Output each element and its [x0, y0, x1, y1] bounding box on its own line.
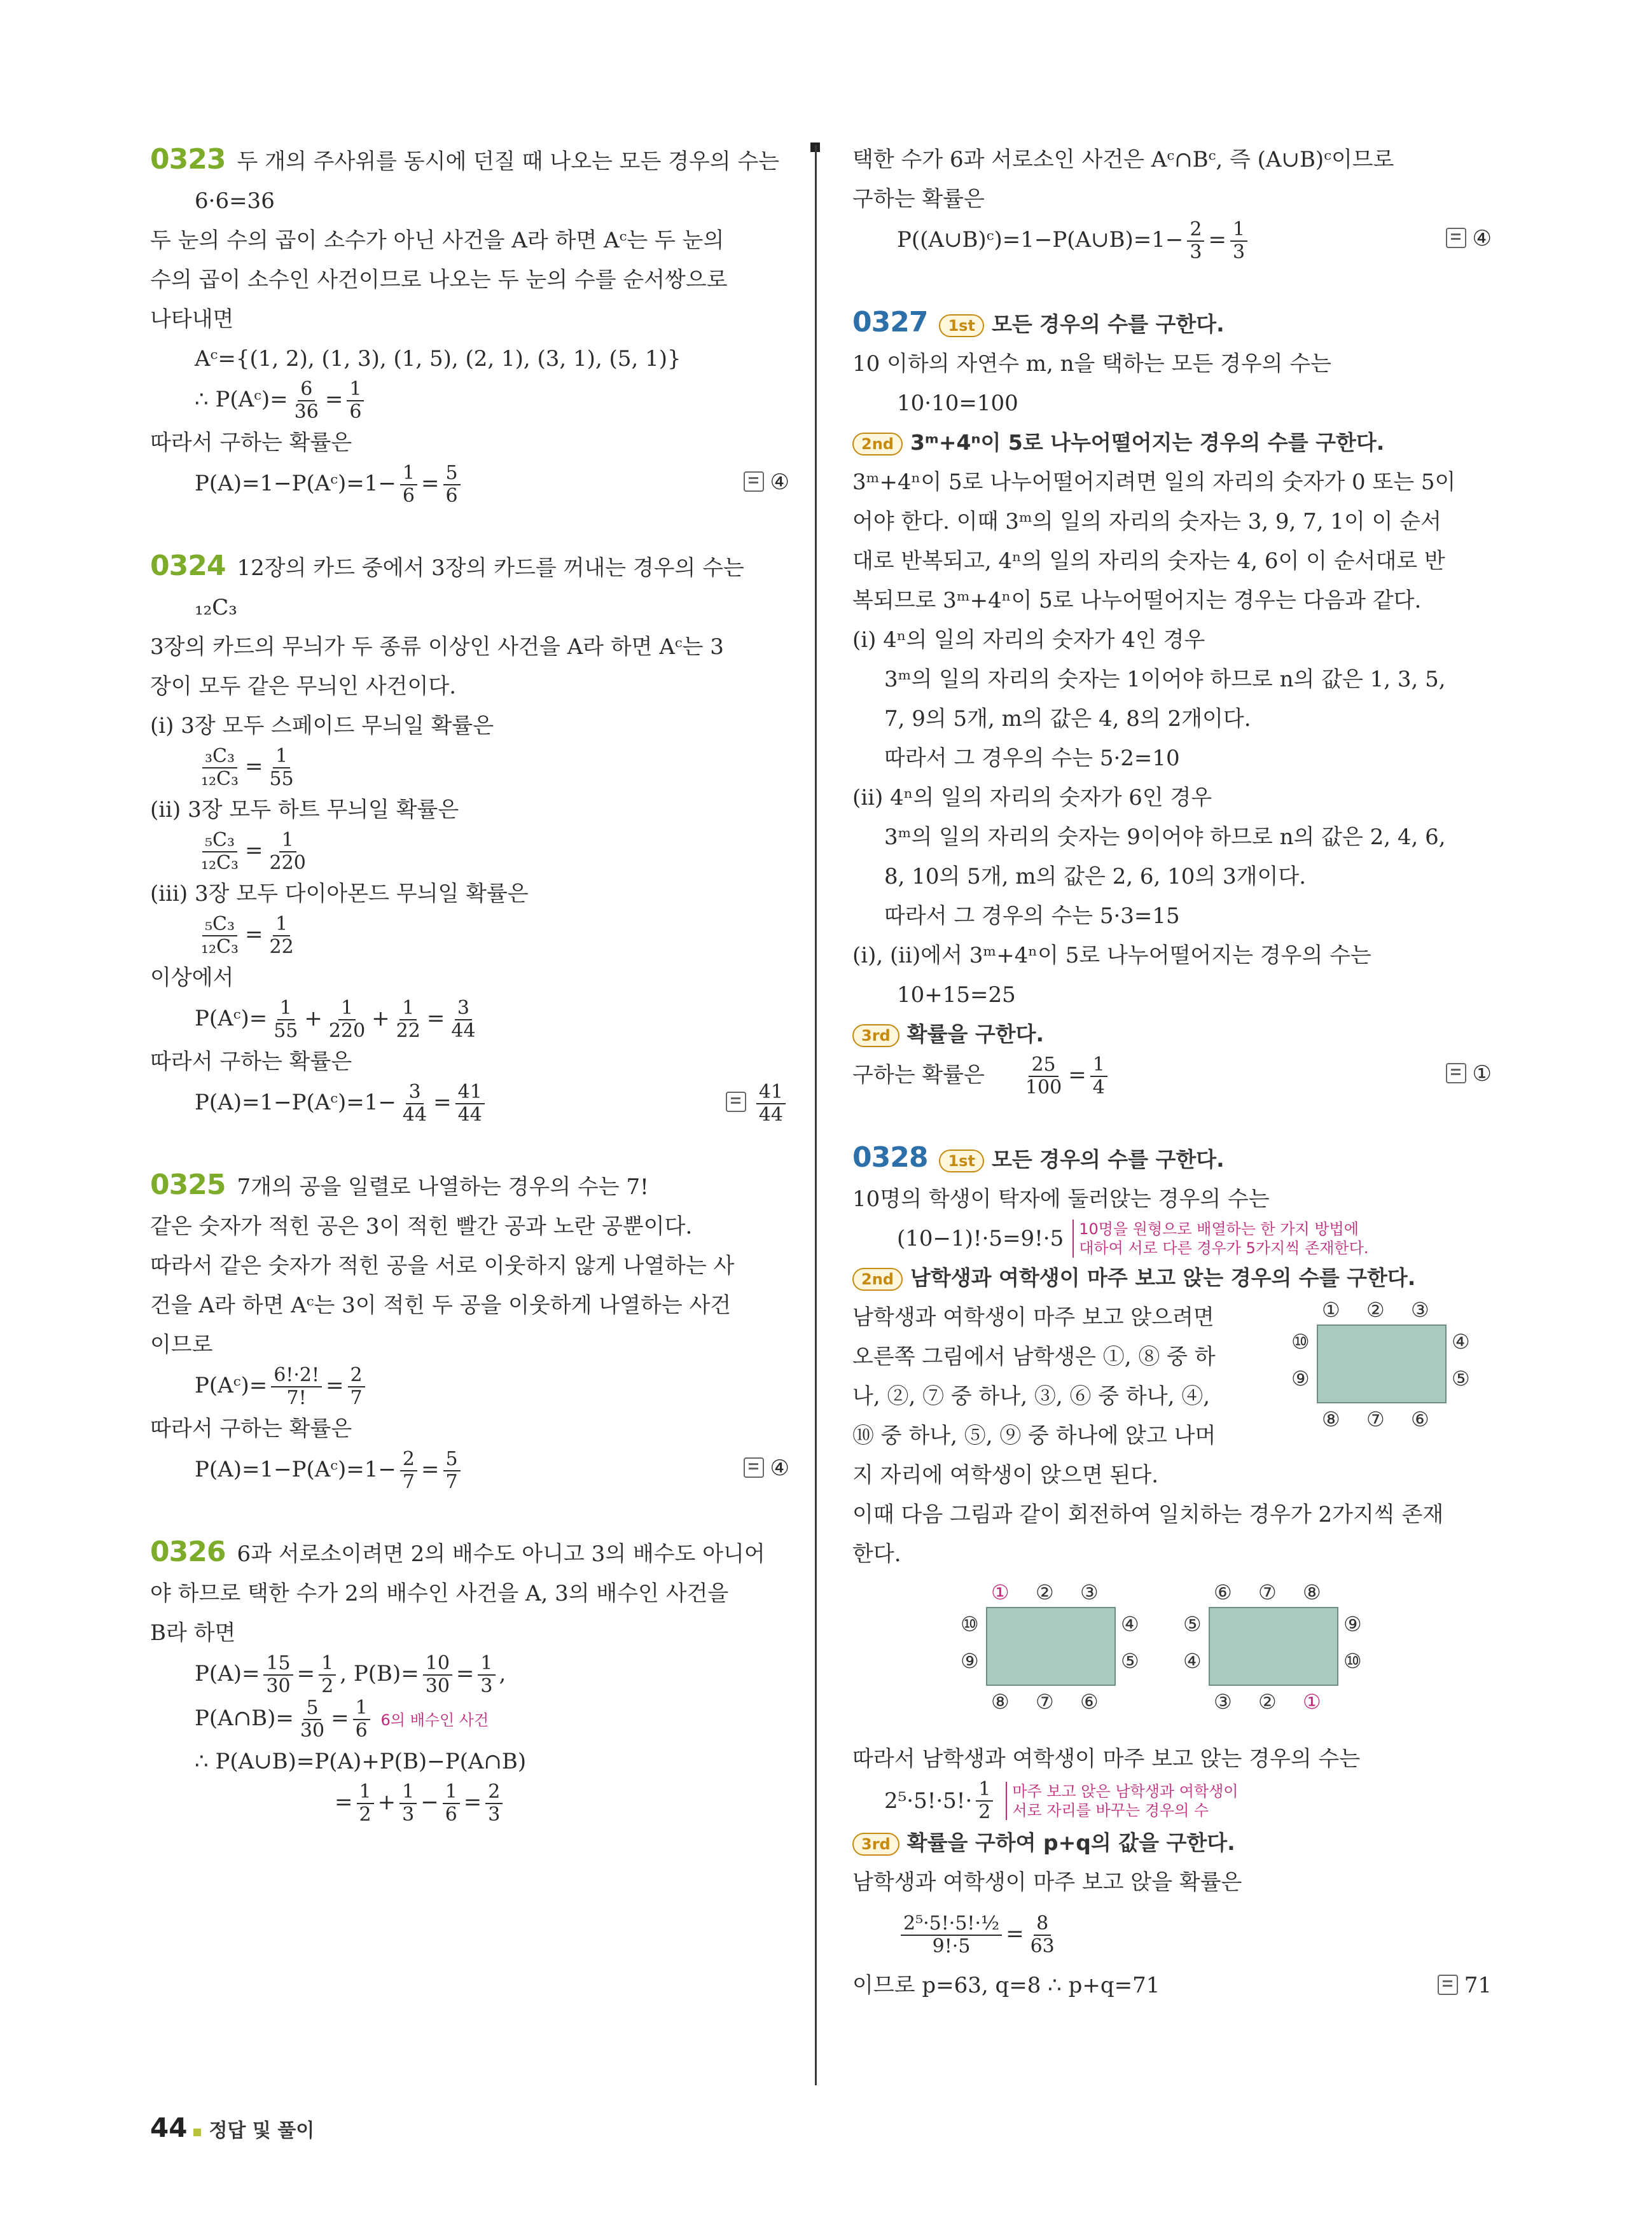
text-line: 복되므로 3ᵐ+4ⁿ이 5로 나누어떨어지는 경우는 다음과 같다.	[852, 588, 1422, 613]
problem-0326-continued	[852, 140, 1492, 263]
annotation-note	[1006, 1782, 1238, 1820]
fraction	[271, 997, 300, 1042]
problem-0323	[150, 140, 789, 507]
step-badge: 3rd	[852, 1833, 899, 1856]
text-line: ⑩ 중 하나, ⑤, ⑨ 중 하나에 앉고 나머	[852, 1423, 1216, 1449]
text-line: 3ᵐ+4ⁿ이 5로 나누어떨어지려면 일의 자리의 숫자가 0 또는 5이	[852, 469, 1456, 495]
text-line: (ⅱ) 3장 모두 하트 무늬일 확률은	[150, 797, 459, 823]
answer-value: ①	[1472, 1061, 1492, 1087]
numerator: 25	[1029, 1054, 1058, 1077]
text-line: 7, 9의 5개, m의 값은 4, 8의 2개이다.	[884, 706, 1251, 732]
text-line: 7개의 공을 일렬로 나열하는 경우의 수는 7!	[237, 1174, 649, 1200]
seat-label: ⑨	[1343, 1612, 1362, 1636]
table-rectangle	[986, 1607, 1116, 1686]
fraction: $\frac{2}{3}$	[485, 1781, 503, 1826]
text-line: 지 자리에 여학생이 앉으면 된다.	[852, 1463, 1159, 1488]
denominator: 44	[758, 1104, 783, 1126]
text-line: 두 눈의 수의 곱이 소수가 아닌 사건을 A라 하면 Aᶜ는 두 눈의	[150, 228, 725, 253]
step-badge: 1st	[939, 1150, 983, 1172]
equation-text: ∴ P(Aᶜ)=	[195, 387, 288, 412]
seat-label: ⑨	[1291, 1366, 1310, 1391]
step-title: 확률을 구한다.	[906, 1022, 1045, 1046]
denominator: 7	[350, 1387, 363, 1409]
seat-label: ②	[1366, 1298, 1385, 1322]
denominator: ₁₂C₃	[201, 768, 239, 790]
numerator: 1	[399, 997, 417, 1020]
step-badge: 2nd	[852, 433, 903, 455]
equation: P(A)=1−P(Aᶜ)=1− $\frac{1}{6}$ = $\frac{5}{6}$ ④	[195, 462, 789, 507]
text-line: 오른쪽 그림에서 남학생은 ①, ⑧ 중 하	[852, 1344, 1216, 1370]
answer	[1446, 219, 1492, 258]
text-line: 구하는 확률은	[852, 186, 985, 212]
text-line: 택한 수가 6과 서로소인 사건은 Aᶜ∩Bᶜ, 즉 (A∪B)ᶜ이므로	[852, 147, 1394, 172]
numerator: ₅C₃	[202, 914, 237, 936]
seat-label: ⑦	[1366, 1407, 1385, 1431]
text-line: 어야 한다. 이때 3ᵐ의 일의 자리의 숫자는 3, 9, 7, 1이 이 순서	[852, 509, 1441, 534]
step-badge: 3rd	[852, 1024, 899, 1047]
fraction	[400, 1449, 417, 1493]
answer-icon	[1438, 1975, 1458, 1995]
note-line: 10명을 원형으로 배열하는 한 가지 방법에	[1079, 1220, 1359, 1238]
step-title: 모든 경우의 수를 구한다.	[991, 312, 1225, 337]
note-line: 서로 자리를 바꾸는 경우의 수	[1012, 1802, 1209, 1819]
denominator: 100	[1025, 1076, 1062, 1099]
seating-text-and-diagram	[852, 1298, 1492, 1495]
answer	[1438, 1966, 1492, 2005]
numerator: 8	[1034, 1913, 1051, 1936]
text-line: 10명의 학생이 탁자에 둘러앉는 경우의 수는	[852, 1186, 1270, 1212]
denominator: 22	[269, 936, 294, 958]
problem-0325	[150, 1165, 789, 1493]
fraction: $\frac{1}{2}$	[357, 1781, 374, 1826]
numerator: 1	[1090, 1054, 1107, 1077]
seat-label: ⑤	[1183, 1612, 1202, 1636]
seat-label: ⑥	[1411, 1407, 1429, 1431]
problem-number: 0323	[150, 143, 226, 176]
seat-label: ⑦	[1258, 1580, 1277, 1604]
fraction	[756, 1081, 786, 1126]
answer	[726, 1081, 789, 1126]
text-line: (ⅲ) 3장 모두 다이아몬드 무늬일 확률은	[150, 881, 529, 907]
denominator: 6	[349, 401, 362, 423]
denominator: 4	[1092, 1076, 1105, 1099]
fraction: $\frac{10}{30}$	[423, 1653, 452, 1697]
answer	[1446, 1054, 1492, 1094]
equation: P(Aᶜ)= $\frac{1}{55}$ + $\frac{1}{220}$ + $\frac{1}{22}$ = $\frac{3}{44}$	[150, 997, 789, 1042]
text-line: 6과 서로소이려면 2의 배수도 아니고 3의 배수도 아니어	[237, 1541, 765, 1567]
numerator: 5	[443, 462, 461, 485]
equation-text: P(Aᶜ)=	[195, 1006, 268, 1031]
fraction	[271, 1365, 322, 1409]
equation-text: P(A)=	[195, 1661, 260, 1686]
fraction: $\frac{2}{3}$	[1187, 219, 1204, 263]
right-column	[852, 140, 1492, 2045]
equation-text: P((A∪B)ᶜ)=1−P(A∪B)=1−	[897, 227, 1184, 253]
text-line: 12장의 카드 중에서 3장의 카드를 꺼내는 경우의 수는	[237, 555, 744, 581]
equation-text: 2⁵·5!·5!·	[884, 1788, 973, 1814]
fraction	[400, 462, 417, 507]
rotation-diagram-1	[961, 1580, 1151, 1733]
text-line: (ⅰ) 3장 모두 스페이드 무늬일 확률은	[150, 713, 494, 739]
text-line: 3장의 카드의 무늬가 두 종류 이상인 사건을 A라 하면 Aᶜ는 3	[150, 634, 724, 660]
step-title: 확률을 구하여 p+q의 값을 구한다.	[906, 1830, 1235, 1855]
fraction	[443, 462, 461, 507]
text-line: 따라서 남학생과 여학생이 마주 보고 앉는 경우의 수는	[852, 1746, 1361, 1772]
seat-label: ④	[1121, 1612, 1139, 1636]
numerator: 2	[400, 1449, 417, 1471]
answer	[744, 462, 789, 502]
fraction: $\frac{1}{3}$	[1230, 219, 1247, 263]
text-line: 장이 모두 같은 무늬인 사건이다.	[150, 674, 457, 699]
text-line: B라 하면	[150, 1620, 236, 1646]
denominator: 36	[294, 401, 319, 423]
seat-label: ⑩	[961, 1612, 979, 1636]
text-line: 3ᵐ의 일의 자리의 숫자는 9이어야 하므로 n의 값은 2, 4, 6,	[884, 824, 1446, 850]
rotation-diagram-2	[1183, 1580, 1374, 1733]
equation-text: 이므로 p=63, q=8 ∴ p+q=71	[852, 1973, 1160, 1998]
fraction: $\frac{1}{2}$	[976, 1779, 993, 1823]
seat-label: ⑤	[1452, 1366, 1470, 1391]
denominator: 6	[445, 485, 458, 507]
numerator: 1	[400, 462, 417, 485]
fraction	[198, 914, 241, 958]
text-line: 나타내면	[150, 307, 234, 332]
numerator: 1	[273, 914, 290, 936]
fraction: $\frac{3}{44}$	[402, 1081, 427, 1126]
step-title: 3ᵐ+4ⁿ이 5로 나누어떨어지는 경우의 수를 구한다.	[910, 430, 1385, 455]
seat-label: ④	[1183, 1649, 1202, 1673]
text-line: 이때 다음 그림과 같이 회전하여 일치하는 경우가 2가지씩 존재	[852, 1502, 1444, 1527]
denominator: 22	[396, 1020, 420, 1042]
text-line: (ⅰ), (ⅱ)에서 3ᵐ+4ⁿ이 5로 나누어떨어지는 경우의 수는	[852, 943, 1371, 968]
fraction: $\frac{1}{6}$	[353, 1697, 370, 1742]
equation: ∴ P(A∪B)=P(A)+P(B)−P(A∩B)	[195, 1749, 527, 1774]
fraction	[901, 1913, 1002, 1957]
fraction: $\frac{5}{30}$	[300, 1697, 325, 1742]
equation: P(A∩B)= $\frac{5}{30}$ = $\frac{1}{6}$ 6의 배수인 사건	[195, 1697, 489, 1742]
footer-label: 정답 및 풀이	[209, 2120, 315, 2142]
text-line: 따라서 같은 숫자가 적힌 공을 서로 이웃하지 않게 나열하는 사	[150, 1253, 735, 1279]
numerator: 1	[338, 997, 356, 1020]
text-line: 이므로	[150, 1332, 213, 1358]
table-rectangle	[1209, 1607, 1338, 1686]
fraction	[267, 914, 296, 958]
equation: $\frac{\text{2⁵·5!·5!·½}}{9!\cdot 5}$ = $\frac{8}{63}$	[852, 1902, 1492, 1966]
equation	[852, 1779, 1492, 1823]
denominator: 6	[402, 485, 415, 507]
equation-text: P(A∩B)=	[195, 1706, 294, 1731]
numerator: 2	[348, 1365, 365, 1387]
equation: 구하는 확률은 $\frac{25}{100}$ = $\frac{1}{4}$ ①	[852, 1053, 1492, 1099]
page-number: 44	[150, 2112, 188, 2143]
equation: P(A)= $\frac{15}{30}$ = $\frac{1}{2}$ , P(B)= $\frac{10}{30}$ = $\frac{1}{3}$ ,	[195, 1652, 506, 1697]
text-line: 따라서 그 경우의 수는 5·2=10	[884, 746, 1180, 771]
denominator: ₁₂C₃	[201, 852, 239, 874]
step-badge: 2nd	[852, 1268, 903, 1291]
table-rectangle	[1317, 1324, 1447, 1403]
text-line: 야 하므로 택한 수가 2의 배수인 사건을 A, 3의 배수인 사건을	[150, 1581, 729, 1606]
seat-label: ⑨	[961, 1649, 979, 1673]
answer-value: ④	[1472, 226, 1492, 251]
answer-value: ④	[770, 469, 789, 495]
fraction: $\frac{3}{44}$	[451, 997, 476, 1042]
equation: P((A∪B)ᶜ)=1−P(A∪B)=1− $\frac{2}{3}$ = $\frac{1}{3}$ ④	[897, 218, 1492, 263]
answer	[744, 1449, 789, 1488]
denominator: 7	[445, 1471, 458, 1493]
numerator: 6!·2!	[271, 1365, 322, 1387]
seat-label-highlight: ①	[1303, 1690, 1321, 1714]
text-line: 수의 곱이 소수인 사건이므로 나오는 두 눈의 수를 순서쌍으로	[150, 267, 728, 293]
numerator: 6	[298, 379, 315, 401]
table-diagram	[1291, 1298, 1482, 1450]
seat-label: ⑧	[1322, 1407, 1340, 1431]
text-line: 남학생과 여학생이 마주 보고 앉으려면	[852, 1305, 1214, 1330]
equation-text: P(A)=1−P(Aᶜ)=1−	[195, 1090, 396, 1115]
fraction	[267, 830, 309, 874]
fraction: $\frac{1}{6}$	[443, 1781, 460, 1826]
equation: 10+15=25	[897, 982, 1016, 1008]
numerator: 1	[279, 830, 296, 852]
equation: 10·10=100	[897, 391, 1018, 416]
equation-text: , P(B)=	[340, 1661, 419, 1686]
text-line: 두 개의 주사위를 동시에 던질 때 나오는 모든 경우의 수는	[237, 149, 780, 174]
denominator: ₁₂C₃	[201, 936, 239, 958]
text-line: 이상에서	[150, 965, 234, 990]
numerator: 2⁵·5!·5!·½	[901, 1913, 1002, 1936]
step-title: 남학생과 여학생이 마주 보고 앉는 경우의 수를 구한다.	[910, 1265, 1416, 1290]
equation-text: =	[335, 1790, 353, 1815]
footer-square-icon	[193, 2129, 201, 2136]
equation-text: P(Aᶜ)=	[195, 1373, 268, 1398]
numerator: ₃C₃	[202, 746, 237, 768]
equation-text: P(A)=1−P(Aᶜ)=1−	[195, 471, 396, 496]
step-badge: 1st	[939, 314, 983, 337]
annotation-note: 6의 배수인 사건	[380, 1711, 489, 1729]
text-line: 같은 숫자가 적힌 공은 3이 적힌 빨간 공과 노란 공뿐이다.	[150, 1214, 693, 1239]
text-line: 한다.	[852, 1541, 901, 1567]
fraction	[443, 1449, 461, 1493]
annotation-note	[1072, 1220, 1368, 1258]
fraction: $\frac{1}{3}$	[399, 1781, 417, 1826]
fraction	[347, 379, 364, 423]
rotation-diagrams	[852, 1574, 1492, 1739]
text-line: 6·6=36	[195, 188, 275, 214]
equation-text: (10−1)!·5=9!·5	[897, 1226, 1064, 1251]
left-column	[150, 140, 789, 1865]
seat-label: ②	[1036, 1580, 1054, 1604]
seat-label: ③	[1214, 1690, 1232, 1714]
problem-0328	[852, 1138, 1492, 2005]
answer-value: 71	[1464, 1973, 1492, 1998]
text-line: (ⅱ) 4ⁿ의 일의 자리의 숫자가 6인 경우	[852, 785, 1212, 810]
equation: $\frac{\text{₅C₃}}{\text{₁₂C₃}}$ = $\frac{1}{22}$	[150, 914, 789, 958]
text-line: 나, ②, ⑦ 중 하나, ③, ⑥ 중 하나, ④,	[852, 1384, 1211, 1409]
text-line: 따라서 구하는 확률은	[150, 1416, 352, 1442]
equation: P(A)=1−P(Aᶜ)=1− $\frac{2}{7}$ = $\frac{5}{7}$ ④	[195, 1448, 789, 1493]
numerator: 5	[443, 1449, 461, 1471]
equation	[852, 1966, 1492, 2005]
answer-icon	[744, 471, 764, 492]
seat-label: ⑥	[1214, 1580, 1232, 1604]
equation	[852, 1219, 1492, 1258]
equation: ∴ P(Aᶜ)= $\frac{6}{36}$ = $\frac{1}{6}$	[150, 379, 789, 423]
step-title: 모든 경우의 수를 구한다.	[991, 1147, 1225, 1172]
fraction	[1028, 1913, 1057, 1957]
note-line: 마주 보고 앉은 남학생과 여학생이	[1012, 1783, 1239, 1800]
denominator: 55	[269, 768, 294, 790]
problem-number: 0327	[852, 306, 928, 338]
equation: P(Aᶜ)= $\frac{6!\cdot 2!}{7!}$ = $\frac{2}{7}$	[150, 1365, 789, 1409]
fraction	[198, 746, 241, 790]
seat-label: ⑩	[1343, 1649, 1362, 1673]
text-line: ₁₂C₃	[195, 595, 237, 620]
text-line: 대로 반복되고, 4ⁿ의 일의 자리의 숫자는 4, 6이 이 순서대로 반	[852, 548, 1445, 574]
fraction	[292, 379, 321, 423]
equation: = $\frac{1}{2}$ + $\frac{1}{3}$ − $\frac{1}{6}$ = $\frac{2}{3}$	[150, 1781, 789, 1826]
seat-label: ⑩	[1291, 1330, 1310, 1354]
seat-label: ⑧	[1303, 1580, 1321, 1604]
denominator: 7	[402, 1471, 415, 1493]
text-line: 8, 10의 5개, m의 값은 2, 6, 10의 3개이다.	[884, 864, 1307, 889]
seat-label: ①	[1322, 1298, 1340, 1322]
fraction	[198, 830, 241, 874]
equation-text: 구하는 확률은	[852, 1062, 985, 1088]
fraction	[348, 1365, 365, 1409]
text-line: 따라서 그 경우의 수는 5·3=15	[884, 903, 1180, 929]
fraction	[1090, 1054, 1107, 1099]
problem-number: 0328	[852, 1141, 928, 1174]
fraction	[1023, 1054, 1064, 1099]
seat-label: ⑥	[1080, 1690, 1099, 1714]
answer-icon	[744, 1457, 764, 1478]
problem-0326	[150, 1533, 789, 1826]
equation: $\frac{\text{₃C₃}}{\text{₁₂C₃}}$ = $\frac{1}{55}$	[150, 746, 789, 790]
equation: Aᶜ={(1, 2), (1, 3), (1, 5), (2, 1), (3, 1), (5, 1)}	[195, 346, 681, 372]
problem-number: 0325	[150, 1169, 226, 1201]
seat-label-highlight: ①	[991, 1580, 1010, 1604]
answer-icon	[1446, 1063, 1466, 1083]
seat-label: ③	[1080, 1580, 1099, 1604]
denominator: 63	[1030, 1935, 1055, 1957]
denominator: 55	[274, 1020, 298, 1042]
numerator: 1	[273, 746, 290, 768]
problem-0324	[150, 546, 789, 1126]
fraction: $\frac{1}{2}$	[319, 1653, 336, 1697]
numerator: 41	[756, 1081, 786, 1104]
page-footer	[150, 2112, 314, 2143]
text-line: 3ᵐ의 일의 자리의 숫자는 1이어야 하므로 n의 값은 1, 3, 5,	[884, 667, 1446, 692]
denominator: 7!	[286, 1387, 307, 1409]
seat-label: ⑤	[1121, 1649, 1139, 1673]
answer-icon	[726, 1092, 746, 1112]
answer-icon	[1446, 228, 1466, 248]
column-divider	[815, 145, 817, 2085]
note-line: 대하여 서로 다른 경우가 5가지씩 존재한다.	[1079, 1239, 1369, 1257]
fraction	[455, 1081, 485, 1126]
equation: P(A)=1−P(Aᶜ)=1− $\frac{3}{44}$ = $\frac{41}{44}$ $\frac{41}{44}$	[150, 1081, 789, 1126]
text-line: 따라서 구하는 확률은	[150, 430, 352, 455]
seat-label: ⑦	[1036, 1690, 1054, 1714]
text-line: 따라서 구하는 확률은	[150, 1049, 352, 1074]
text-line: (ⅰ) 4ⁿ의 일의 자리의 숫자가 4인 경우	[852, 627, 1205, 653]
answer-value: ④	[770, 1456, 789, 1481]
seat-label: ②	[1258, 1690, 1277, 1714]
denominator: 220	[328, 1020, 366, 1042]
seat-label: ④	[1452, 1330, 1470, 1354]
problem-number: 0326	[150, 1536, 226, 1568]
equation: $\frac{\text{₅C₃}}{\text{₁₂C₃}}$ = $\frac{1}{220}$	[150, 830, 789, 874]
denominator: 44	[457, 1104, 482, 1126]
numerator: ₅C₃	[202, 830, 237, 852]
seat-label: ③	[1411, 1298, 1429, 1322]
text-line: 10 이하의 자연수 m, n을 택하는 모든 경우의 수는	[852, 351, 1332, 377]
fraction	[326, 997, 368, 1042]
fraction	[267, 746, 296, 790]
fraction	[394, 997, 423, 1042]
fraction: $\frac{1}{3}$	[478, 1653, 495, 1697]
denominator: 220	[269, 852, 306, 874]
numerator: 1	[347, 379, 364, 401]
denominator: 9!·5	[932, 1935, 971, 1957]
equation-text: P(A)=1−P(Aᶜ)=1−	[195, 1457, 396, 1482]
numerator: 1	[277, 997, 295, 1020]
text-line: 건을 A라 하면 Aᶜ는 3이 적힌 두 공을 이웃하게 나열하는 사건	[150, 1293, 732, 1318]
problem-0327	[852, 303, 1492, 1099]
problem-number: 0324	[150, 550, 226, 582]
seat-label: ⑧	[991, 1690, 1010, 1714]
text-line: 남학생과 여학생이 마주 보고 앉을 확률은	[852, 1870, 1242, 1895]
fraction: $\frac{15}{30}$	[263, 1653, 293, 1697]
numerator: 41	[455, 1081, 485, 1104]
